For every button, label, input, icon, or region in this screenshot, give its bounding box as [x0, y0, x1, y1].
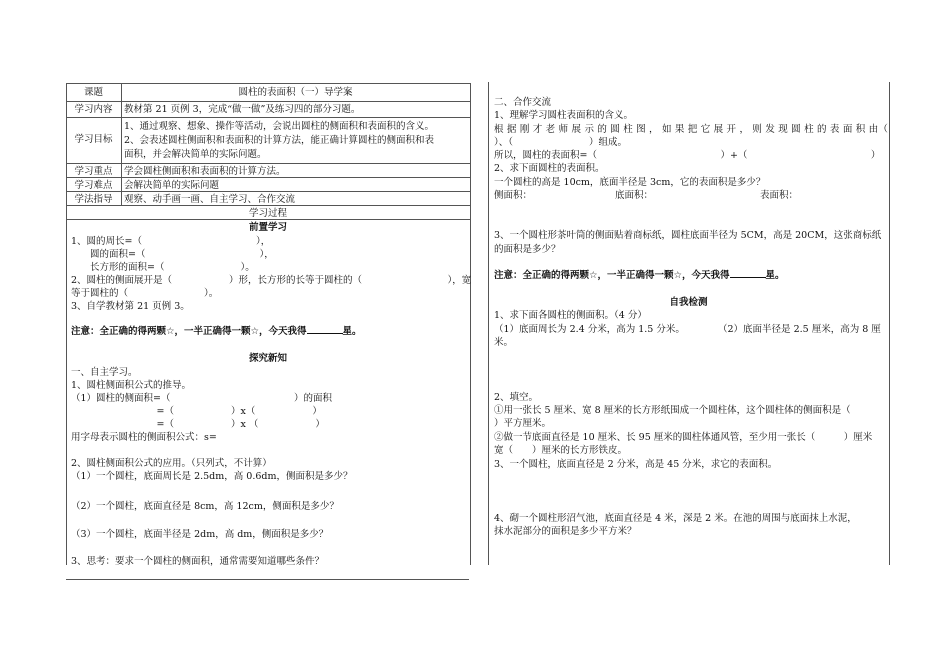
row-content-focus: 学会圆柱侧面积和表面积的计算方法。: [124, 166, 286, 177]
coop-line: 根 据 刚 才 老 师 展 示 的 圆 柱 图 ， 如 果 把 它 展 开 ， 则 发 现 圆 柱 的 表 面 积 由（: [494, 124, 889, 135]
selfcheck-q2b: ②做一节底面直径是 10 厘米、长 95 厘米的圆柱体通风管，至少用一张长（ ）厘米: [494, 432, 873, 443]
selfcheck-q1a: （1）底面周长为 2.4 分米，高为 1.5 分米。: [494, 324, 685, 335]
selfcheck-q2a-cont: ）平方厘米。: [494, 418, 552, 429]
coop-line: 2、求下面圆柱的表面积。: [494, 163, 605, 174]
explore-heading: 探究新知: [248, 353, 287, 364]
goal-line-3: 面积，并会解决简单的实际问题。: [124, 149, 267, 160]
question-3: 3、一个圆柱形茶叶筒的侧面贴着商标纸，圆柱底面半径为 5CM，高是 20CM，这张商标纸的面积是多少？: [494, 230, 882, 255]
coop-line: 1、理解学习圆柱表面积的含义。: [494, 110, 634, 121]
selfcheck-q2b-cont: 宽（ ）厘米的长方形铁皮。: [494, 445, 628, 456]
preview-line: 等于圆柱的（ ）。: [71, 288, 219, 299]
coop-line: ）、（ ）组成。: [494, 137, 628, 148]
base-area-label: 底面积：: [615, 190, 654, 201]
table-row-divider: [66, 101, 470, 102]
surface-area-label: 表面积：: [760, 190, 799, 201]
selfcheck-q4: 4、砌一个圆柱形沼气池，底面直径是 4 米，深是 2 米。在池的周围与底面抹上水泥，: [494, 513, 857, 524]
selfcheck-q1b-cont: 米。: [494, 337, 514, 348]
coop-line: 一个圆柱的高是 10cm，底面半径是 3cm，它的表面积是多少？: [494, 177, 766, 188]
row-content-method: 观察、动手画一画、自主学习、合作交流: [124, 194, 296, 205]
goal-line-2: 2、会表述圆柱侧面积和表面积的计算方法，能正确计算圆柱的侧面积和表: [124, 135, 435, 146]
note-text: 注意：全正确的得两颗☆，一半正确得一颗☆，今天我得: [71, 326, 307, 337]
selfcheck-q1b: （2）底面半径是 2.5 厘米，高为 8 厘: [718, 324, 881, 335]
selfcheck-q3: 3、一个圆柱，底面直径是 2 分米，高是 45 分米，求它的表面积。: [494, 459, 778, 470]
right-border-right: [889, 82, 890, 565]
coop-heading: 二、合作交流: [494, 97, 552, 108]
selfcheck-q4-cont: 抹水泥部分的面积是多少平方米？: [494, 526, 637, 537]
application-line: （3）一个圆柱，底面半径是 2dm，高 dm，侧面积是多少？: [71, 529, 329, 540]
side-area-label: 侧面积：: [494, 190, 533, 201]
selfcheck-heading: 自我检测: [669, 297, 708, 308]
table-label-divider: [121, 83, 122, 205]
row-label-goals: 学习目标: [74, 134, 113, 145]
row-label-topic: 课题: [83, 87, 103, 98]
note-suffix: 星。: [765, 270, 785, 281]
process-title: 学习过程: [248, 208, 287, 219]
explore-line: =（ ）x （ ）: [71, 419, 325, 430]
star-count-blank[interactable]: [730, 277, 766, 278]
selfcheck-q2: 2、填空。: [494, 392, 539, 403]
row-label-focus: 学习重点: [74, 166, 113, 177]
table-border-right: [470, 83, 471, 565]
right-border-left: [488, 82, 489, 565]
explore-line: （1）圆柱的侧面积=（ ）的面积: [71, 393, 333, 404]
selfcheck-q1: 1、求下面各圆柱的侧面积。（4 分）: [494, 310, 647, 321]
coop-note: [494, 269, 785, 283]
explore-line: 用字母表示圆柱的侧面积公式：s=: [71, 432, 217, 443]
row-content-difficulty: 会解决简单的实际问题: [124, 180, 220, 191]
table-row-divider: [66, 163, 470, 164]
preview-line: 3、自学教材第 21 页例 3。: [71, 301, 190, 312]
preview-note: [71, 325, 362, 339]
table-row-divider: [66, 117, 470, 118]
application-line: 2、圆柱侧面积公式的应用。（只列式，不计算）: [71, 458, 272, 469]
preview-heading: 前置学习: [248, 222, 287, 233]
row-content-content: 教材第 21 页例 3，完成“做一做”及练习四的部分习题。: [124, 104, 361, 115]
explore-line: 1、圆柱侧面积公式的推导。: [71, 380, 192, 391]
topic-title: 圆柱的表面积（一）导学案: [238, 87, 353, 98]
application-line: （2）一个圆柱，底面直径是 8cm，高 12cm，侧面积是多少？: [71, 501, 339, 512]
row-label-method: 学法指导: [74, 194, 113, 205]
application-line: 3、思考：要求一个圆柱的侧面积，通常需要知道哪些条件？: [71, 556, 325, 567]
selfcheck-q2a: ①用一张长 5 厘米、宽 8 厘米的长方形纸围成一个圆柱体，这个圆柱体的侧面积是（: [494, 405, 851, 416]
explore-line: 一、自主学习。: [71, 367, 138, 378]
table-border-top: [66, 83, 470, 84]
row-label-content: 学习内容: [74, 104, 113, 115]
preview-line: 圆的面积=（ ），: [71, 249, 274, 260]
note-text: 注意：全正确的得两颗☆，一半正确得一颗☆，今天我得: [494, 270, 730, 281]
preview-line: 2、圆柱的侧面展开是（ ）形，长方形的长等于圆柱的（ ），宽: [71, 275, 472, 286]
application-line: （1）一个圆柱，底面周长是 2.5dm，高 0.6dm，侧面积是多少？: [71, 471, 353, 482]
page-bottom-line: [66, 579, 469, 580]
note-suffix: 星。: [342, 326, 362, 337]
preview-line: 长方形的面积=（ ）。: [71, 262, 255, 273]
star-count-blank[interactable]: [307, 333, 343, 334]
preview-line: 1、圆的周长=（ ），: [71, 236, 271, 247]
row-label-difficulty: 学习难点: [74, 180, 113, 191]
goal-line-1: 1、通过观察、想象、操作等活动，会说出圆柱的侧面积和表面积的含义。: [124, 121, 435, 132]
coop-line: 所以，圆柱的表面积=（ ）+（ ）: [494, 150, 881, 161]
explore-line: =（ ）x（ ）: [71, 406, 322, 417]
table-border-left: [66, 83, 67, 565]
